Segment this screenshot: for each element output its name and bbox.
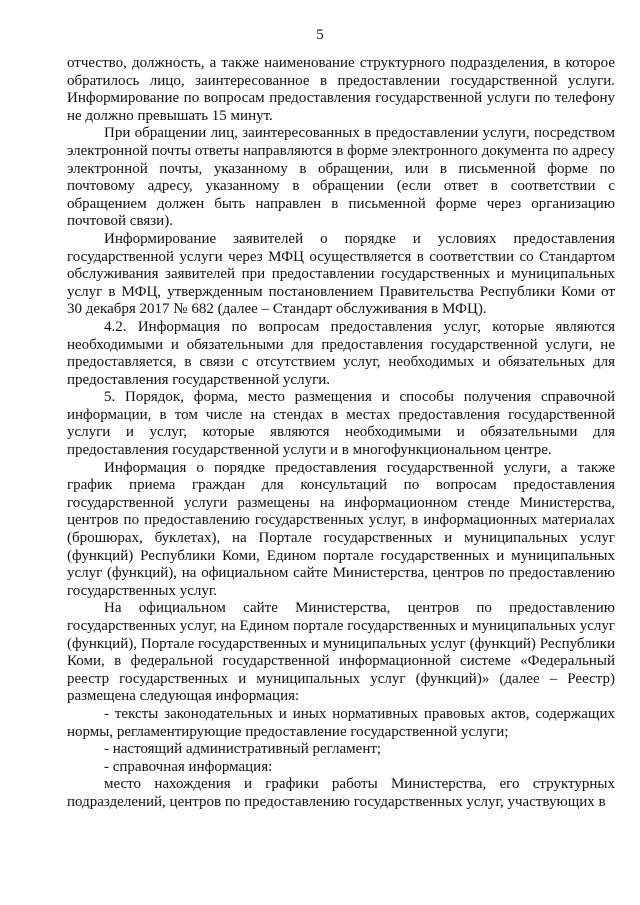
paragraph-contact-info: отчество, должность, а также наименование структурного подразделения, в которое обратилось лицо, заинтересованное в предоставлении государственной услуги. Информирование по вопросам предоставления государственной услуги по телефону не должно превышать 15 минут.: [67, 55, 615, 124]
paragraph-4-2: 4.2. Информация по вопросам предоставления услуг, которые являются необходимыми и обязательными для предоставления государственной услуги, не предоставляется, в связи с отсутствием услуг, необходимых и обязательных для предоставления государственной услуги.: [67, 318, 615, 388]
paragraph-official-site: На официальном сайте Министерства, центров по предоставлению государственных услуг, на Едином портале государственных и муниципальных услуг (функций), Портале государственных и муниципальных услуг (функций) Республики Коми, в федеральной государственной информационной системе «Федеральный реестр государственных и муниципальных услуг (функций)» (далее – Реестр) размещена следующая информация:: [67, 600, 615, 705]
list-item-regulation: - настоящий административный регламент;: [104, 741, 382, 758]
paragraph-mfc-informing: Информирование заявителей о порядке и условиях предоставления государственной услуги через МФЦ осуществляется в соответствии со Стандартом обслуживания заявителей при предоставлении государственных и муниципальных услуг в МФЦ, утвержденным постановлением Правительства Республики Коми от 30 декабря 2017 № 682 (далее – Стандарт обслуживания в МФЦ).: [67, 230, 615, 318]
body-text: [67, 55, 615, 812]
page-number: 5: [316, 27, 324, 43]
paragraph-email-requests: При обращении лиц, заинтересованных в предоставлении услуги, посредством электронной почты ответы направляются в форме электронного документа по адресу электронной почты, указанному в обращении, или в письменной форме по почтовому адресу, указанному в обращении (если ответ в соответствии с обращением должен быть направлен в письменной форме через организацию почтовой связи).: [67, 125, 615, 230]
list-item-reference-info: - справочная информация:: [104, 758, 273, 775]
paragraph-info-placement: Информация о порядке предоставления государственной услуги, а также график приема граждан для консультаций по вопросам предоставления государственной услуги размещены на информационном стенде Министерства, центров по предоставлению государственных услуг, в информационных материалах (брошюрах, буклетах), на Портале государственных и муниципальных услуг (функций) Республики Коми, Едином портале государственных и муниципальных услуг (функций), на официальном сайте Министерства, центров по предоставлению государственных услуг.: [67, 459, 615, 599]
paragraph-location-schedule: место нахождения и графики работы Министерства, его структурных подразделений, центров по предоставлению государственных услуг, участвующих в: [67, 776, 615, 810]
paragraph-5: 5. Порядок, форма, место размещения и способы получения справочной информации, в том числе на стендах в местах предоставления государственной услуги и услуг, которые являются необходимыми и обязательными для предоставления государственной услуги и в многофункциональном центре.: [67, 389, 615, 459]
list-item-legal-acts: - тексты законодательных и иных нормативных правовых актов, содержащих нормы, регламентирующие предоставление государственной услуги;: [67, 705, 615, 740]
